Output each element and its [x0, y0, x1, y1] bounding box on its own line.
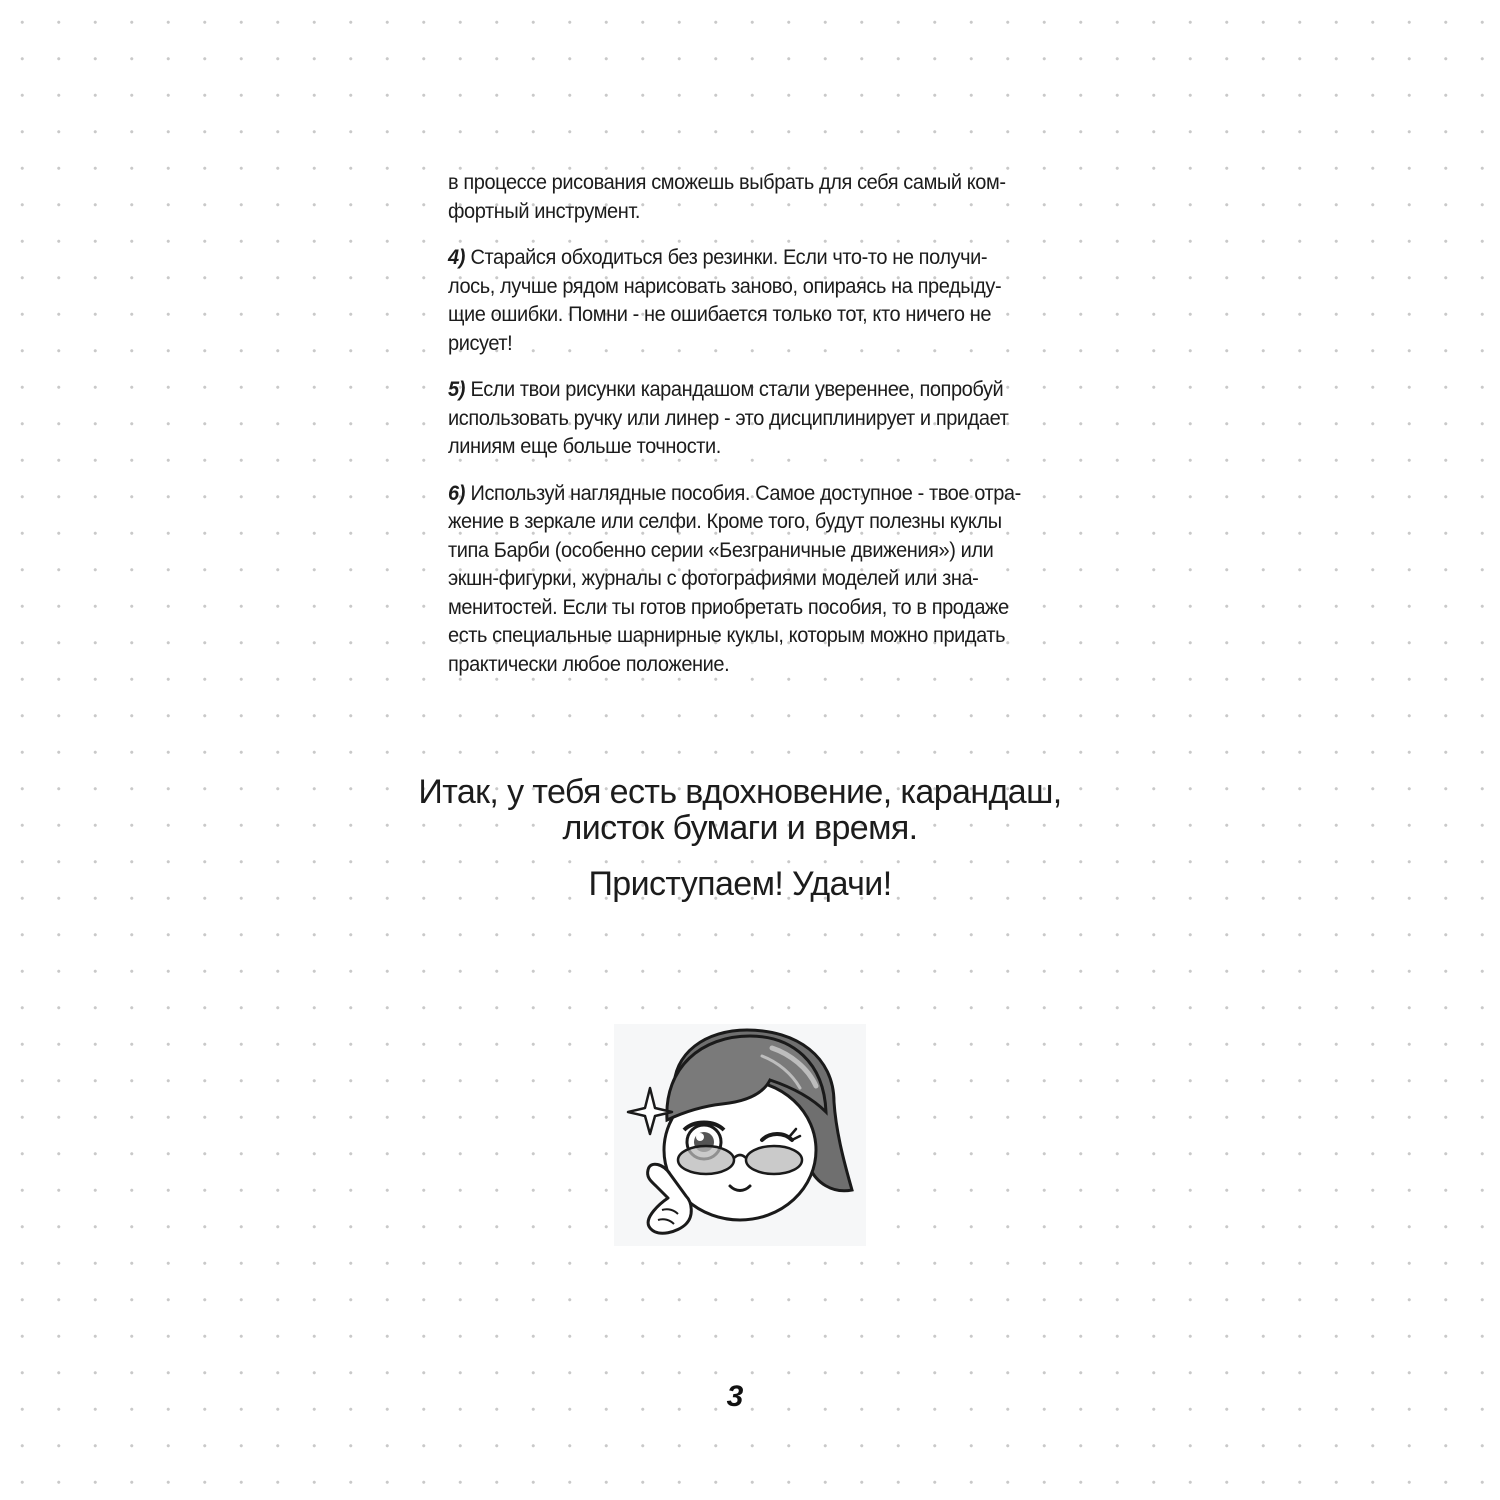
closing-line: листок бумаги и время. [562, 809, 918, 847]
closing-message [300, 774, 1180, 902]
closing-cheer: Приступаем! Удачи! [588, 865, 892, 903]
text-line: есть специальные шарнирные куклы, которым можно придать [448, 623, 1006, 647]
text-line: экшн-фигурки, журналы с фотографиями моделей или зна- [448, 566, 979, 590]
paragraph-intro [448, 168, 1034, 225]
text-line: Старайся обходиться без резинки. Если что-то не получи- [470, 245, 988, 269]
winking-girl-with-glasses-icon [612, 1022, 868, 1248]
text-line: фортный инструмент. [448, 198, 641, 223]
tip-number: 6) [448, 480, 465, 505]
text-line: жение в зеркале или селфи. Кроме того, будут полезны куклы [448, 509, 1002, 533]
text-line: лось, лучше рядом нарисовать заново, опираясь на предыду- [448, 273, 1002, 298]
tip-4 [448, 243, 1034, 357]
tip-number: 5) [448, 377, 465, 401]
tip-5 [448, 375, 1034, 461]
tip-6 [448, 479, 1034, 679]
text-line: типа Барби (особенно серии «Безграничные движения») или [448, 537, 994, 562]
body-text [448, 168, 1034, 678]
text-line: Используй наглядные пособия. Самое доступное - твое отра- [470, 480, 1021, 505]
text-line: использовать ручку или линер - это дисциплинирует и придает [448, 405, 1009, 430]
text-line: менитостей. Если ты готов приобретать пособия, то в продаже [448, 594, 1009, 619]
text-line: практически любое положение. [448, 651, 730, 676]
text-line: линиям еще больше точности. [448, 434, 721, 458]
text-line: в процессе рисования сможешь выбрать для себя самый ком- [448, 170, 1006, 194]
closing-line: Итак, у тебя есть вдохновение, карандаш, [418, 773, 1062, 811]
text-line: рисует! [448, 330, 513, 355]
text-line: Если твои рисунки карандашом стали увереннее, попробуй [470, 377, 1004, 401]
tip-number: 4) [448, 245, 465, 269]
page-number: 3 [726, 1380, 744, 1413]
text-line: щие ошибки. Помни - не ошибается только тот, кто ничего не [448, 302, 992, 326]
